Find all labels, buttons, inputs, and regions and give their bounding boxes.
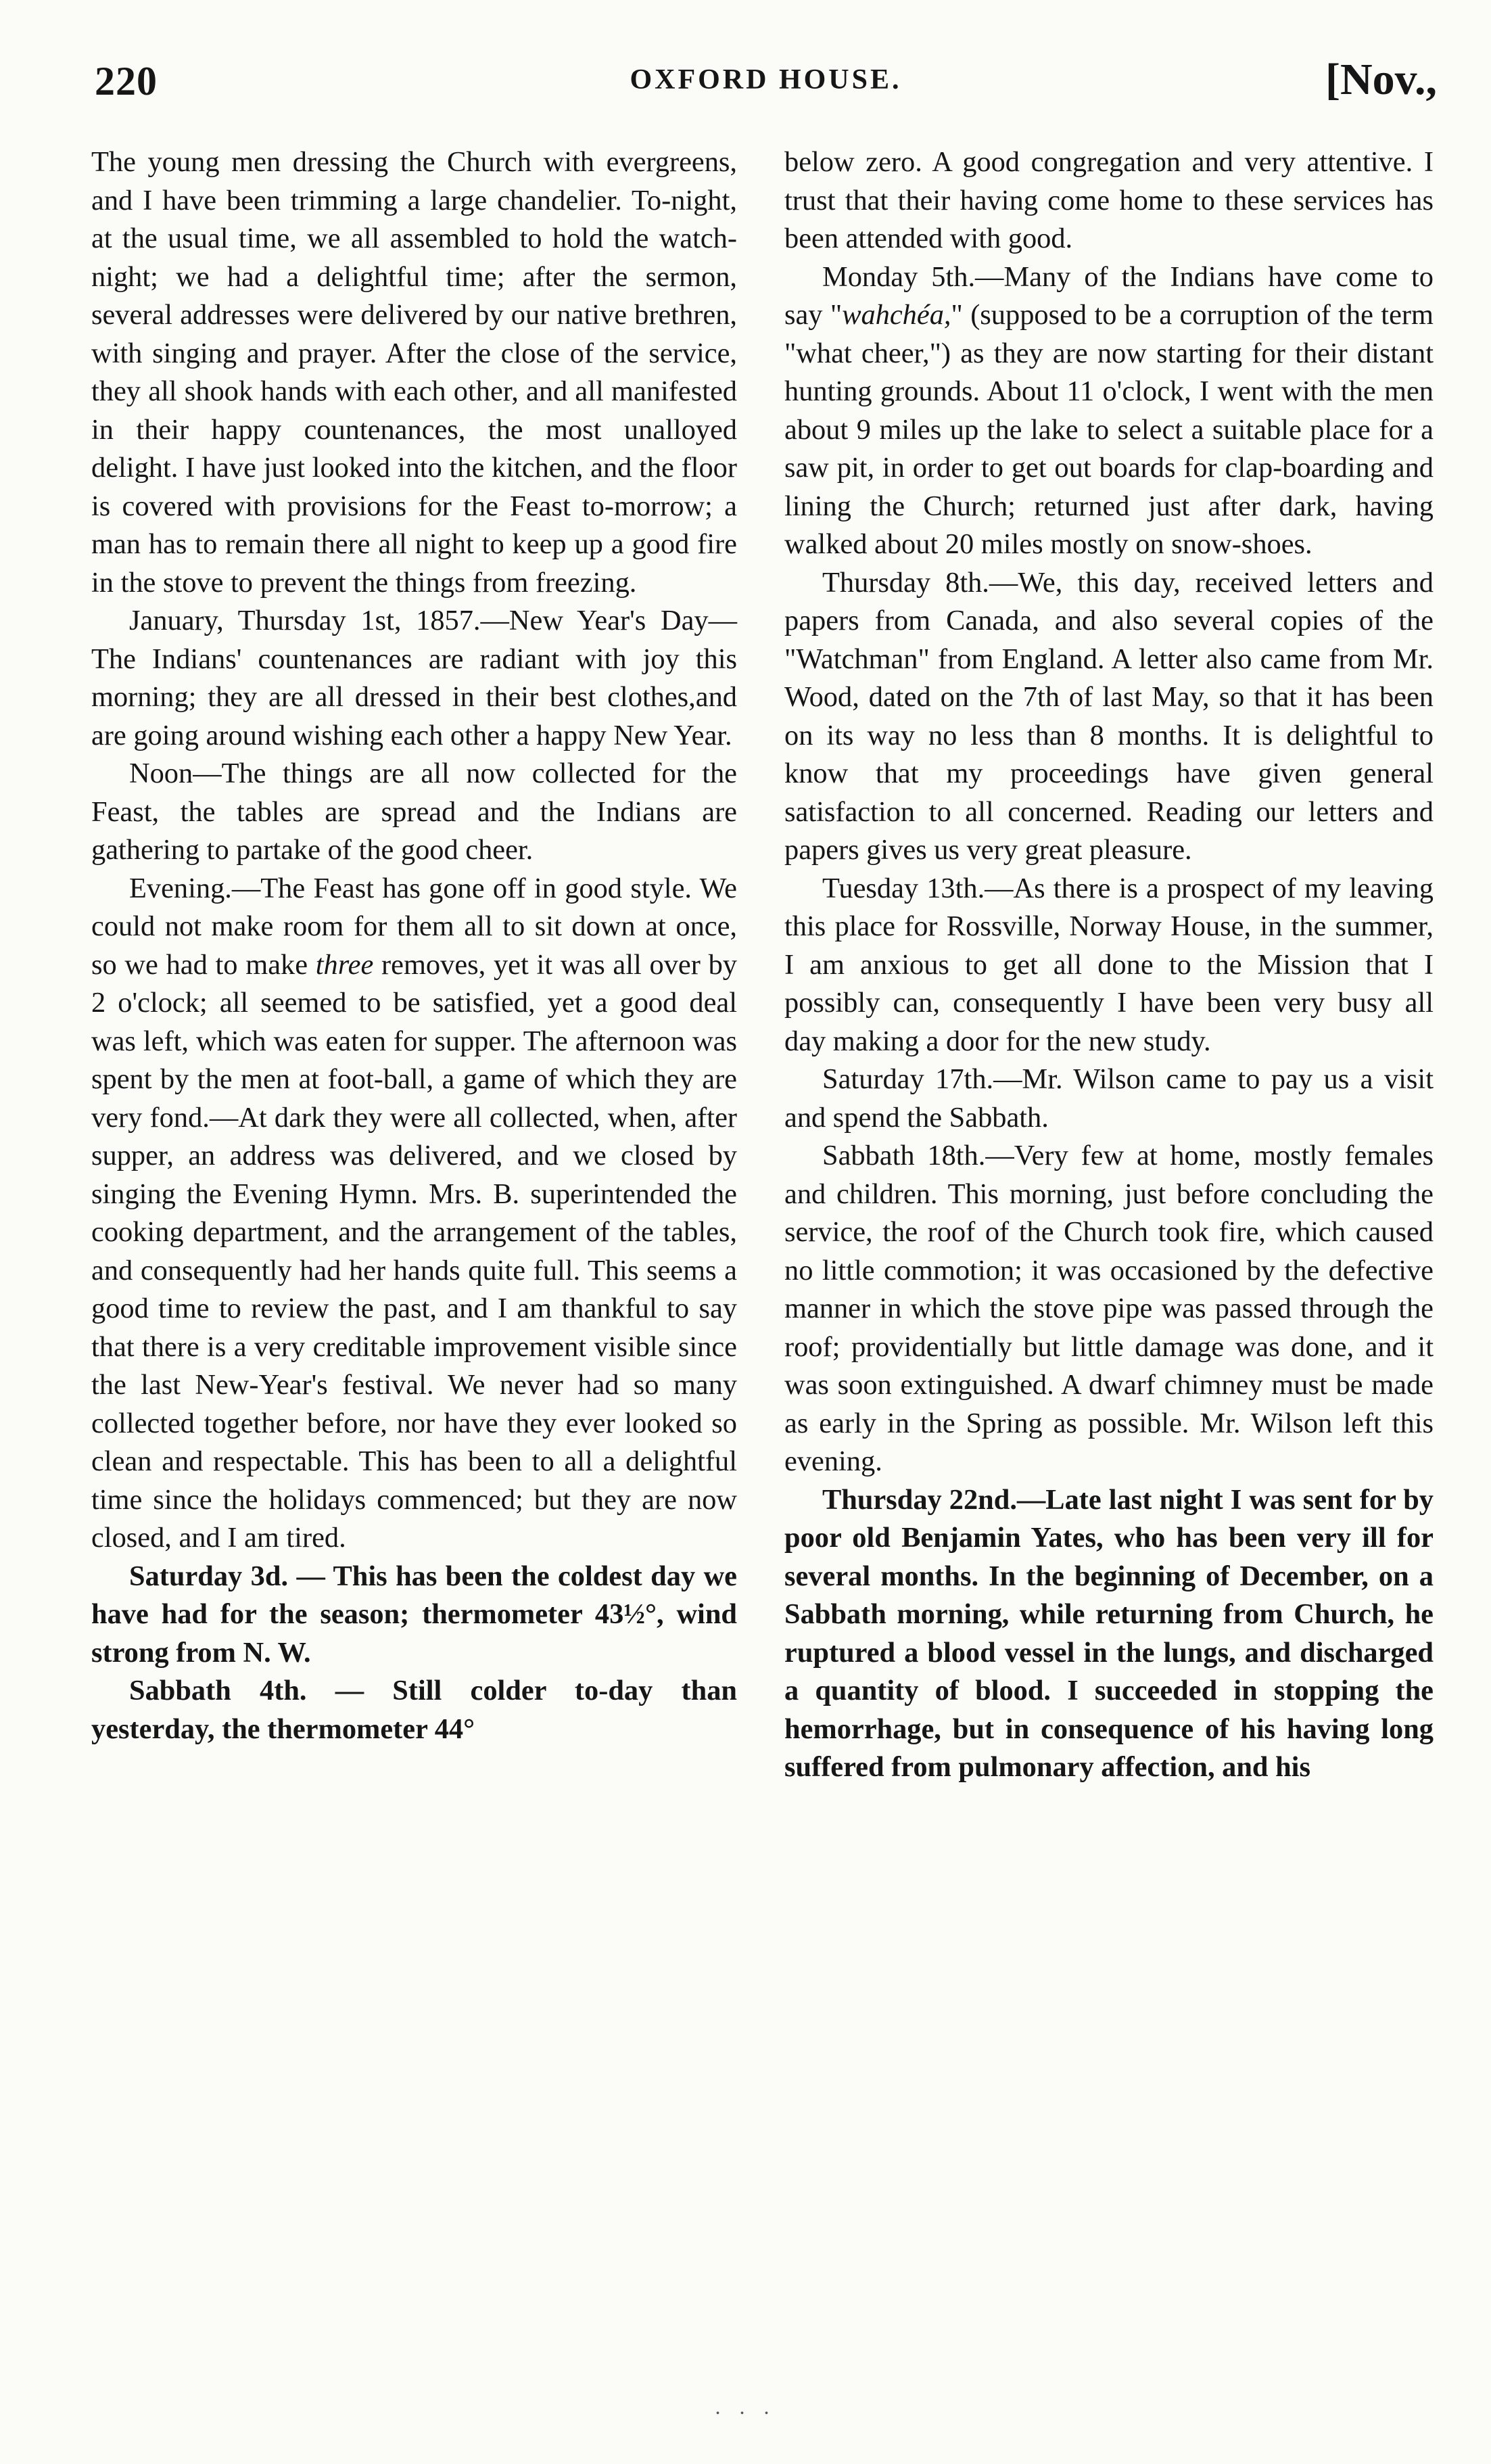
left-column	[91, 143, 737, 1748]
running-title: OXFORD HOUSE.	[630, 64, 902, 95]
monday-text-b: " (supposed to be a corruption of the term "what cheer,") as they are now starting for their distant hunting grounds. About 11 o'clock, I went with the men about 9 miles up the lake to select a suitable place for a saw pit, in order to get out boards for clap-boarding and lining the Church; returned just after dark, having walked about 20 miles mostly on snow-shoes.	[784, 299, 1434, 560]
evening-text-a: Evening.—The Feast has gone off in good style. We could not make room for them all to sit down at once, so we had to make	[91, 872, 737, 981]
monday-text-a: Monday 5th.—Many of the Indians have come to say "	[784, 260, 1434, 331]
paragraph-thursday-22nd: Thursday 22nd.—Late last night I was sent for by poor old Benjamin Yates, who has been very ill for several months. In the beginning of December, on a Sabbath morning, while returning from Church, he ruptured a blood vessel in the lungs, and discharged a quantity of blood. I succeeded in stopping the hemorrhage, but in consequence of his having long suffered from pulmonary affection, and his	[784, 1483, 1434, 1783]
evening-text-b: removes, yet it was all over by 2 o'clock; all seemed to be satisfied, yet a good deal was left, which was eaten for supper. The afternoon was spent by the men at foot-ball, a game of which they are very fond.—At dark they were all collected, when, after supper, an address was delivered, and we closed by singing the Evening Hymn. Mrs. B. superintended the cooking department, and the arrangement of the tables, and consequently had her hands quite full. This seems a good time to review the past, and I am thankful to say that there is a very creditable improvement visible since the last New-Year's festival. We never had so many collected together before, nor have they ever looked so clean and respectable. This has been to all a delightful time since the holidays commenced; but they are now closed, and I am tired.	[91, 948, 737, 1554]
month-marker: [Nov.,	[1325, 55, 1437, 104]
paragraph-saturday-17th: Saturday 17th.—Mr. Wilson came to pay us a visit and spend the Sabbath.	[784, 1063, 1434, 1134]
page-header	[95, 55, 1437, 112]
footer-marks: . . .	[715, 2394, 776, 2419]
paragraph-new-years-day: January, Thursday 1st, 1857.—New Year's Day—The Indians' countenances are radiant with joy this morning; they are all dressed in their best clothes,and are going around wishing each other a happy New Year.	[91, 605, 737, 751]
paragraph-noon: Noon—The things are all now collected for the Feast, the tables are spread and the Indians are gathering to partake of the good cheer.	[91, 758, 737, 866]
paragraph-sabbath-18th: Sabbath 18th.—Very few at home, mostly females and children. This morning, just before concluding the service, the roof of the Church took fire, which caused no little commotion; it was occasioned by the defective manner in which the stove pipe was passed through the roof; providentially but little damage was done, and it was soon extinguished. A dwarf chimney must be made as early in the Spring as possible. Mr. Wilson left this evening.	[784, 1140, 1434, 1477]
paragraph-watch-night: The young men dressing the Church with evergreens, and I have been trimming a large chandelier. To-night, at the usual time, we all assembled to hold the watch-night; we had a delightful time; after the sermon, several addresses were delivered by our native brethren, with singing and prayer. After the close of the service, they all shook hands with each other, and all manifested in their happy countenances, the most unalloyed delight. I have just looked into the kitchen, and the floor is covered with provisions for the Feast to-morrow; a man has to remain there all night to keep up a good fire in the stove to prevent the things from freezing.	[91, 146, 737, 599]
evening-italic: three	[315, 948, 374, 981]
paragraph-saturday-3d: Saturday 3d. — This has been the coldest day we have had for the season; thermometer 43½°, wind strong from N. W.	[91, 1560, 737, 1669]
monday-italic: wahchéa,	[842, 299, 951, 331]
paragraph-thursday-8th: Thursday 8th.—We, this day, received letters and papers from Canada, and also several copies of the "Watchman" from England. A letter also came from Mr. Wood, dated on the 7th of last May, so that it has been on its way no less than 8 months. It is delightful to know that my proceedings have given general satisfaction to all concerned. Reading our letters and papers gives us very great pleasure.	[784, 566, 1434, 866]
paragraph-sabbath-4th: Sabbath 4th. — Still colder to-day than yesterday, the thermometer 44°	[91, 1675, 737, 1745]
page-number: 220	[95, 59, 158, 103]
paragraph-monday-5th	[784, 258, 1434, 564]
paragraph-below-zero: below zero. A good congregation and very attentive. I trust that their having come home to these services has been attended with good.	[784, 146, 1434, 254]
paragraph-evening	[91, 870, 737, 1558]
right-column	[784, 143, 1434, 1787]
paragraph-tuesday-13th: Tuesday 13th.—As there is a prospect of my leaving this place for Rossville, Norway House, in the summer, I am anxious to get all done to the Mission that I possibly can, consequently I have been very busy all day making a door for the new study.	[784, 872, 1434, 1057]
